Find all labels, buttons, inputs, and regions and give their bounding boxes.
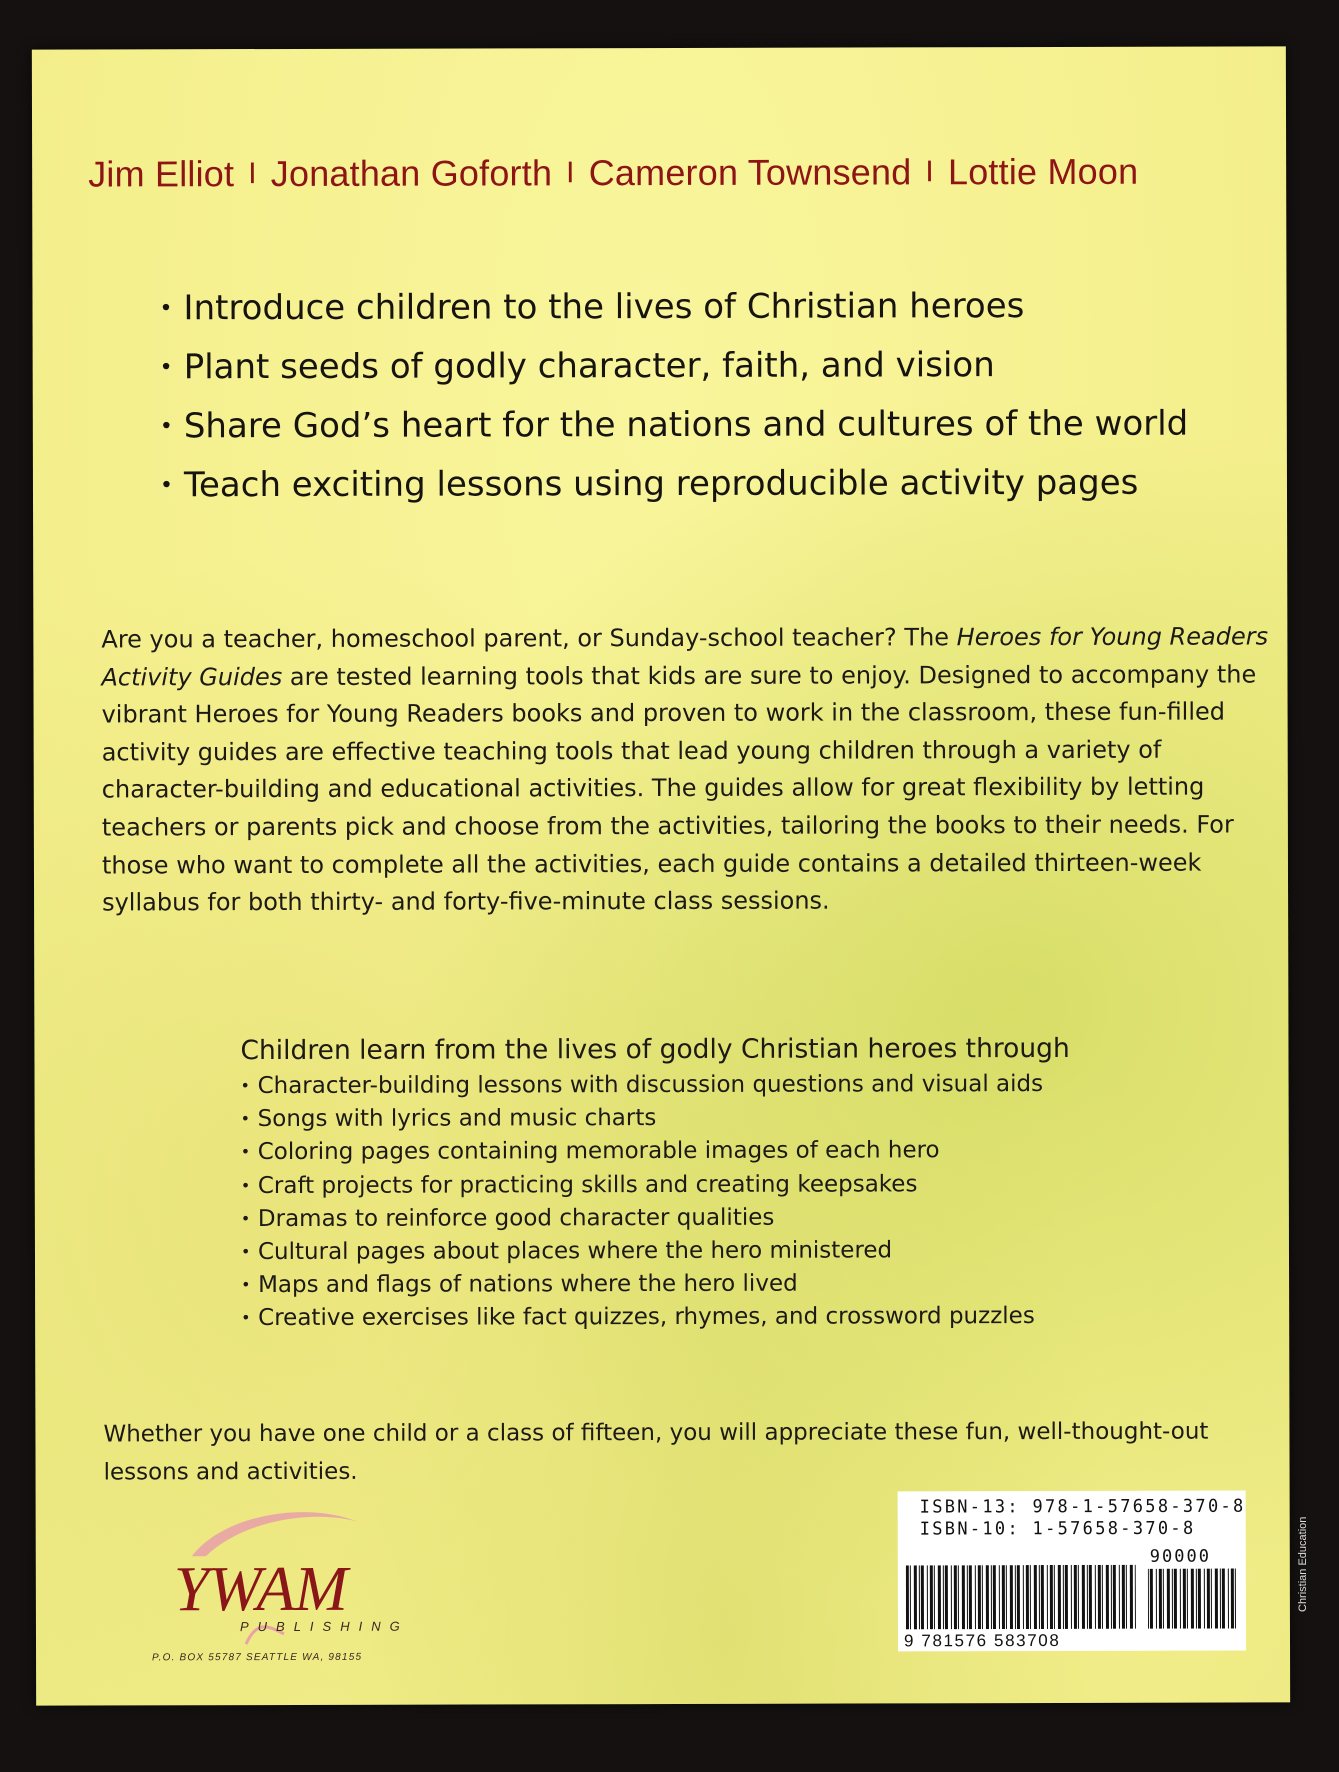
closing-paragraph: Whether you have one child or a class of fifteen, you will appreciate these fun, well-thought-out lessons and activities. — [103, 1418, 1209, 1486]
barcode-bars-icon — [906, 1565, 1136, 1630]
hero-name: Cameron Townsend — [588, 151, 912, 194]
learn-item-text: Songs with lyrics and music charts — [257, 1105, 657, 1133]
feature-text: Introduce children to the lives of Christian heroes — [183, 286, 1025, 329]
bullet-icon: • — [240, 1142, 251, 1162]
bullet-icon: • — [240, 1109, 251, 1129]
bullet-icon: • — [240, 1175, 251, 1195]
bullet-icon: • — [159, 355, 173, 381]
learn-list — [241, 1068, 1071, 1336]
learn-item — [241, 1167, 1070, 1202]
logo-subtitle: PUBLISHING — [239, 1618, 409, 1635]
bullet-icon: • — [241, 1308, 251, 1328]
publisher-address: P.O. BOX 55787 SEATTLE WA, 98155 — [152, 1651, 363, 1664]
hero-names-line — [88, 150, 1268, 195]
barcode-block — [898, 1490, 1246, 1651]
bullet-icon: • — [240, 1076, 251, 1096]
hero-name: Jim Elliot — [88, 153, 235, 195]
isbn13-text: ISBN-13: 978-1-57658-370-8 — [919, 1495, 1246, 1518]
feature-text: Teach exciting lessons using reproducible activity pages — [183, 462, 1139, 506]
name-separator: I — [248, 157, 257, 191]
hero-name: Lottie Moon — [947, 150, 1139, 193]
hero-name: Jonathan Goforth — [270, 152, 553, 195]
name-separator: I — [566, 156, 575, 190]
price-barcode-bars-icon — [1148, 1568, 1238, 1628]
learn-item — [241, 1068, 1070, 1103]
feature-bullet — [160, 336, 1189, 398]
learn-item — [241, 1101, 1070, 1136]
series-title: Heroes for Young Readers Activity Guides — [101, 622, 1269, 692]
publisher-logo — [96, 1504, 409, 1665]
name-separator: I — [925, 155, 934, 189]
learn-item — [241, 1300, 1070, 1335]
feature-text: Plant seeds of godly character, faith, and vision — [183, 345, 995, 388]
category-label: Christian Education — [1297, 1516, 1309, 1612]
learn-item-text: Craft projects for practicing skills and creating keepsakes — [257, 1170, 918, 1199]
logo-wordmark: YWAM — [173, 1552, 347, 1625]
bullet-icon: • — [240, 1242, 251, 1262]
feature-bullet — [160, 454, 1189, 516]
ean-digits: 9 781576 583708 — [903, 1630, 1061, 1651]
learn-item-text: Creative exercises like fact quizzes, rhymes, and crossword puzzles — [258, 1303, 1035, 1332]
learn-item-text: Cultural pages about places where the hero ministered — [257, 1237, 893, 1265]
learn-item-text: Dramas to reinforce good character qualities — [257, 1204, 775, 1232]
learn-item-text: Maps and flags of nations where the hero lived — [258, 1270, 798, 1299]
learn-heading: Children learn from the lives of godly Christian heroes through — [240, 1032, 1070, 1067]
bullet-icon: • — [159, 414, 173, 440]
bullet-icon: • — [159, 296, 173, 322]
feature-text: Share God’s heart for the nations and cultures of the world — [183, 403, 1189, 447]
bullet-icon: • — [240, 1208, 251, 1228]
price-code: 90000 — [1149, 1546, 1211, 1567]
bullet-icon: • — [159, 473, 173, 499]
feature-bullet — [160, 395, 1189, 457]
learn-item — [241, 1234, 1070, 1269]
bullet-icon: • — [241, 1275, 251, 1295]
feature-bullet — [159, 277, 1188, 339]
description-rest: are tested learning tools that kids are sure to enjoy. Designed to accompany the vibrant Heroes for Young Readers books and proven to work in the classroom, these fun-filled activity guides are effective teaching tools that lead young children through a variety of character-building and educational activities. The guides allow for great flexibility by letting teachers or parents pick and choose from the activities, tailoring the books to their needs. For those who want to complete all the activities, each guide contains a detailed thirteen-week syllabus for both thirty- and forty-five-minute class sessions. — [101, 660, 1257, 917]
learn-item-text: Coloring pages containing memorable images of each hero — [257, 1137, 940, 1166]
description-paragraph — [101, 618, 1272, 922]
learn-section — [240, 1033, 1070, 1336]
learn-item — [241, 1134, 1070, 1169]
learn-item — [241, 1201, 1070, 1236]
back-cover — [32, 46, 1290, 1705]
learn-item-text: Character-building lessons with discussion questions and visual aids — [257, 1071, 1044, 1100]
learn-item — [241, 1267, 1070, 1302]
description-lead: Are you a teacher, homeschool parent, or Sunday-school teacher? The — [101, 623, 957, 654]
feature-bullet-list — [159, 277, 1188, 516]
isbn10-text: ISBN-10: 1-57658-370-8 — [919, 1518, 1196, 1540]
